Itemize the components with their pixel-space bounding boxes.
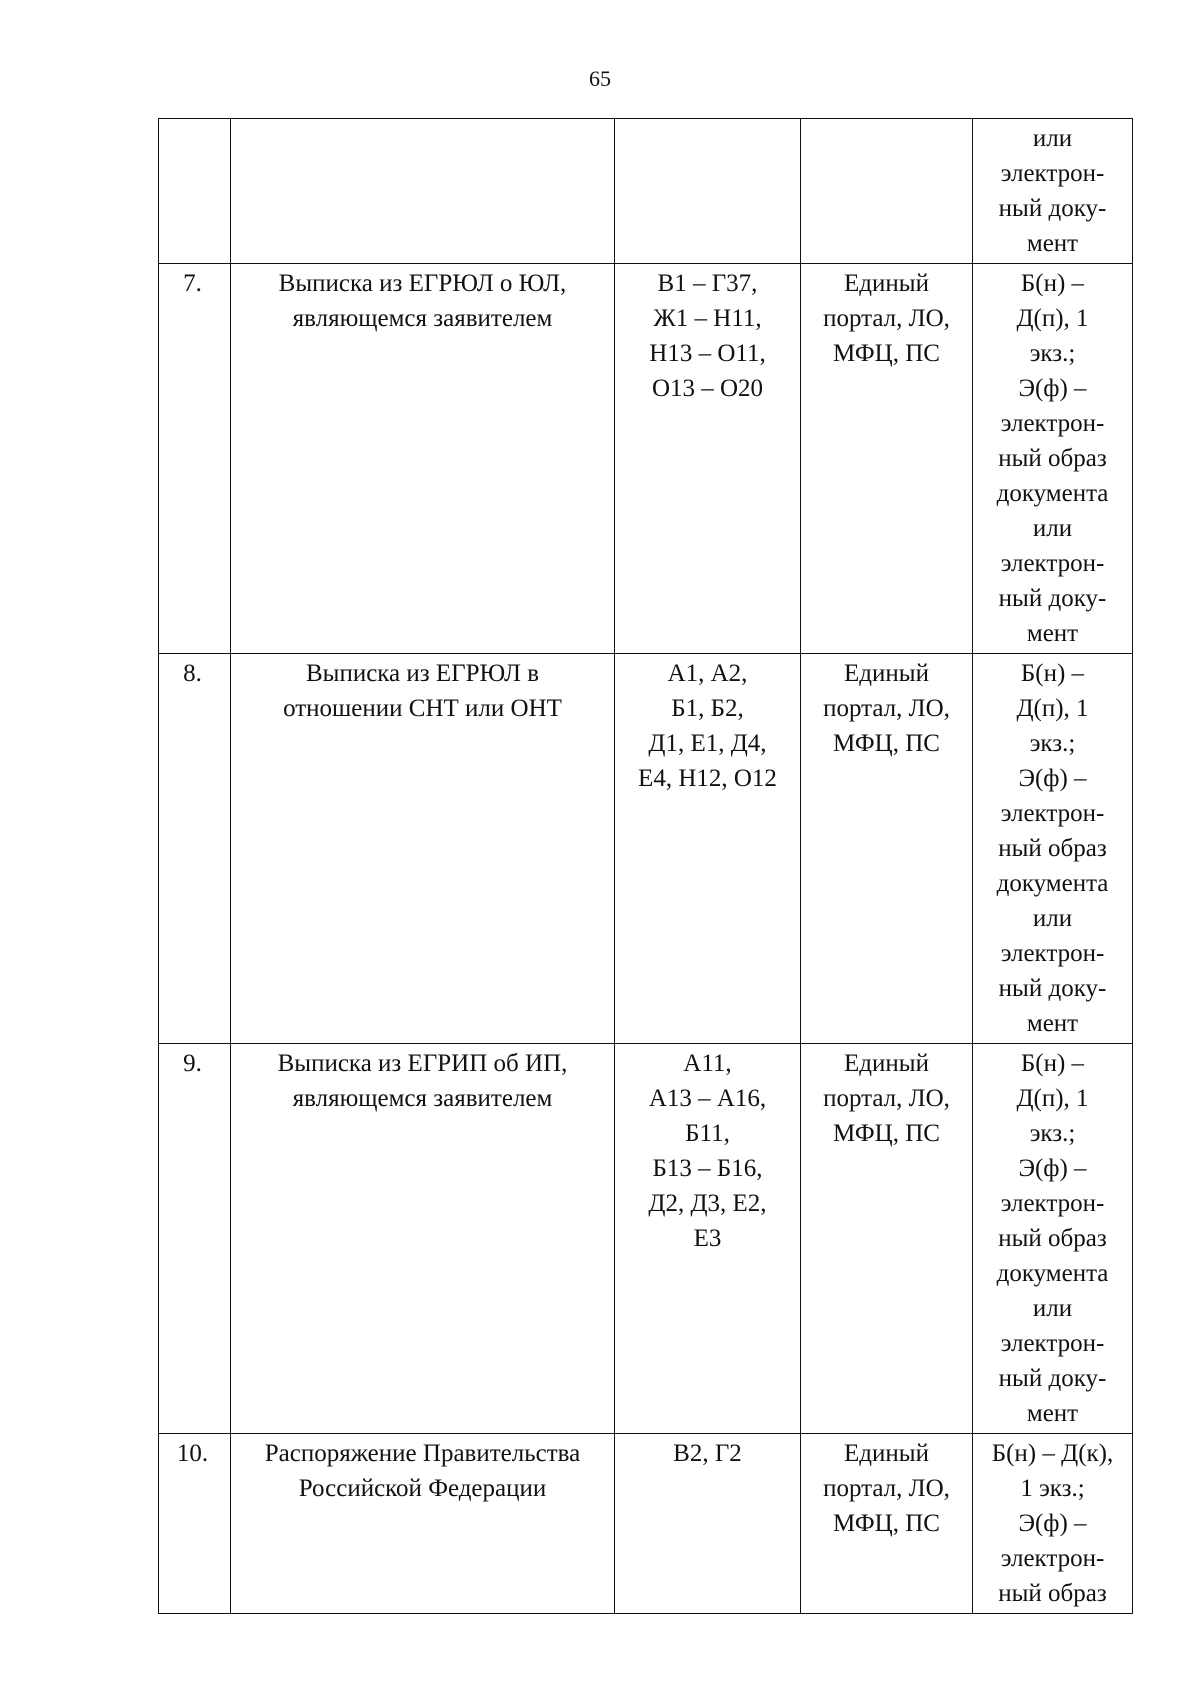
document-form-cell: Б(н) – Д(к), 1 экз.; Э(ф) – электрон- ный образ (973, 1434, 1133, 1614)
document-name-cell: Выписка из ЕГРЮЛ в отношении СНТ или ОНТ (231, 654, 615, 1044)
document-name-cell (231, 119, 615, 264)
row-number-cell: 8. (159, 654, 231, 1044)
page-number: 65 (589, 66, 611, 91)
document-codes-cell: А11, А13 – А16, Б11, Б13 – Б16, Д2, Д3, Е2, Е3 (615, 1044, 801, 1434)
document-form-cell: Б(н) – Д(п), 1 экз.; Э(ф) – электрон- ный образ документа или электрон- ный доку- мент (973, 654, 1133, 1044)
row-number-cell: 10. (159, 1434, 231, 1614)
table-row (159, 1434, 1133, 1614)
document-form-cell: Б(н) – Д(п), 1 экз.; Э(ф) – электрон- ный образ документа или электрон- ный доку- мент (973, 264, 1133, 654)
document-name-cell: Выписка из ЕГРЮЛ о ЮЛ, являющемся заявителем (231, 264, 615, 654)
documents-table (158, 118, 1133, 1614)
table-row (159, 1044, 1133, 1434)
document-codes-cell: А1, А2, Б1, Б2, Д1, Е1, Д4, Е4, Н12, О12 (615, 654, 801, 1044)
row-number-cell: 9. (159, 1044, 231, 1434)
document-codes-cell: В1 – Г37, Ж1 – Н11, Н13 – О11, О13 – О20 (615, 264, 801, 654)
document-form-cell: или электрон- ный доку- мент (973, 119, 1133, 264)
row-number-cell: 7. (159, 264, 231, 654)
table-row (159, 264, 1133, 654)
document-codes-cell: В2, Г2 (615, 1434, 801, 1614)
document-name-cell: Распоряжение Правительства Российской Федерации (231, 1434, 615, 1614)
document-name-cell: Выписка из ЕГРИП об ИП, являющемся заявителем (231, 1044, 615, 1434)
submission-channel-cell: Единый портал, ЛО, МФЦ, ПС (801, 1434, 973, 1614)
submission-channel-cell: Единый портал, ЛО, МФЦ, ПС (801, 654, 973, 1044)
submission-channel-cell: Единый портал, ЛО, МФЦ, ПС (801, 1044, 973, 1434)
document-form-cell: Б(н) – Д(п), 1 экз.; Э(ф) – электрон- ный образ документа или электрон- ный доку- мент (973, 1044, 1133, 1434)
submission-channel-cell: Единый портал, ЛО, МФЦ, ПС (801, 264, 973, 654)
row-number-cell (159, 119, 231, 264)
document-codes-cell (615, 119, 801, 264)
table-row (159, 119, 1133, 264)
submission-channel-cell (801, 119, 973, 264)
table-row (159, 654, 1133, 1044)
